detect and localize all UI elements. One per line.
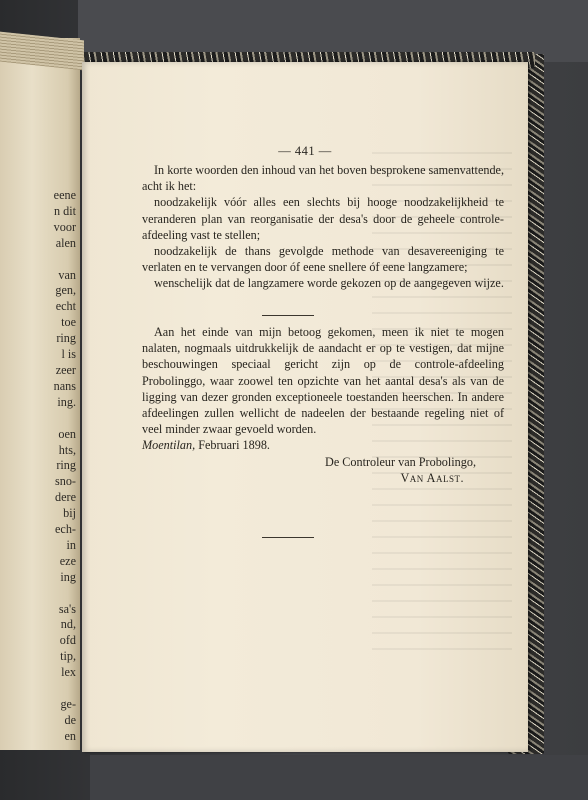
summary-point-2: noodzakelijk de thans gevolgde methode van desavereeniging te verlaten en te vervangen door óf eene snellere óf eene langzamere;	[142, 244, 504, 275]
closing-block	[142, 324, 504, 486]
summary-point-1: noodzakelijk vóór alles een slechts bij hooge noodzakelijkheid te veranderen plan van reorganisatie der desa's door de geheele controle-afdeeling vast te stellen;	[142, 195, 504, 242]
facing-page	[0, 38, 80, 750]
closing-paragraph: Aan het einde van mijn betoog gekomen, meen ik niet te mogen nalaten, nogmaals uitdrukkelijk de aandacht er op te vestigen, dat mijne beschouwingen speciaal gericht zijn op de controle-afdeeling Probolinggo, waar zoowel ten opzichte van het aantal desa's als van de ligging van dezer gronden exceptioneele toestanden heerschen. In andere afdeelingen zullen wellicht de nadeelen der bestaande regeling niet of veel minder zwaar gevoeld worden.	[142, 325, 504, 437]
signature-name: Van Aalst.	[400, 470, 464, 485]
place-date-line	[142, 437, 504, 453]
signature-title: De Controleur van Probolingo,	[325, 454, 476, 469]
summary-block	[142, 162, 504, 292]
page-number: — 441 —	[278, 144, 332, 158]
end-divider	[262, 537, 314, 538]
date: Februari 1898.	[198, 438, 270, 453]
summary-intro: In korte woorden den inhoud van het boven besprokene samenvattende, acht ik het:	[142, 163, 504, 194]
facing-page-text-fragments: eene n dit voor alen van gen, echt toe ring l is zeer nans ing. oen hts, ring sno- dere bij ech- in eze ing sa's nd, ofd tip, lex ge- de en	[53, 188, 76, 743]
summary-point-3: wenschelijk dat de langzamere worde gekozen op de aangegeven wijze.	[154, 276, 504, 291]
cover-board-bottom	[90, 755, 588, 800]
book-page	[82, 62, 528, 752]
place: Moentilan,	[142, 438, 199, 453]
section-divider	[262, 315, 314, 316]
